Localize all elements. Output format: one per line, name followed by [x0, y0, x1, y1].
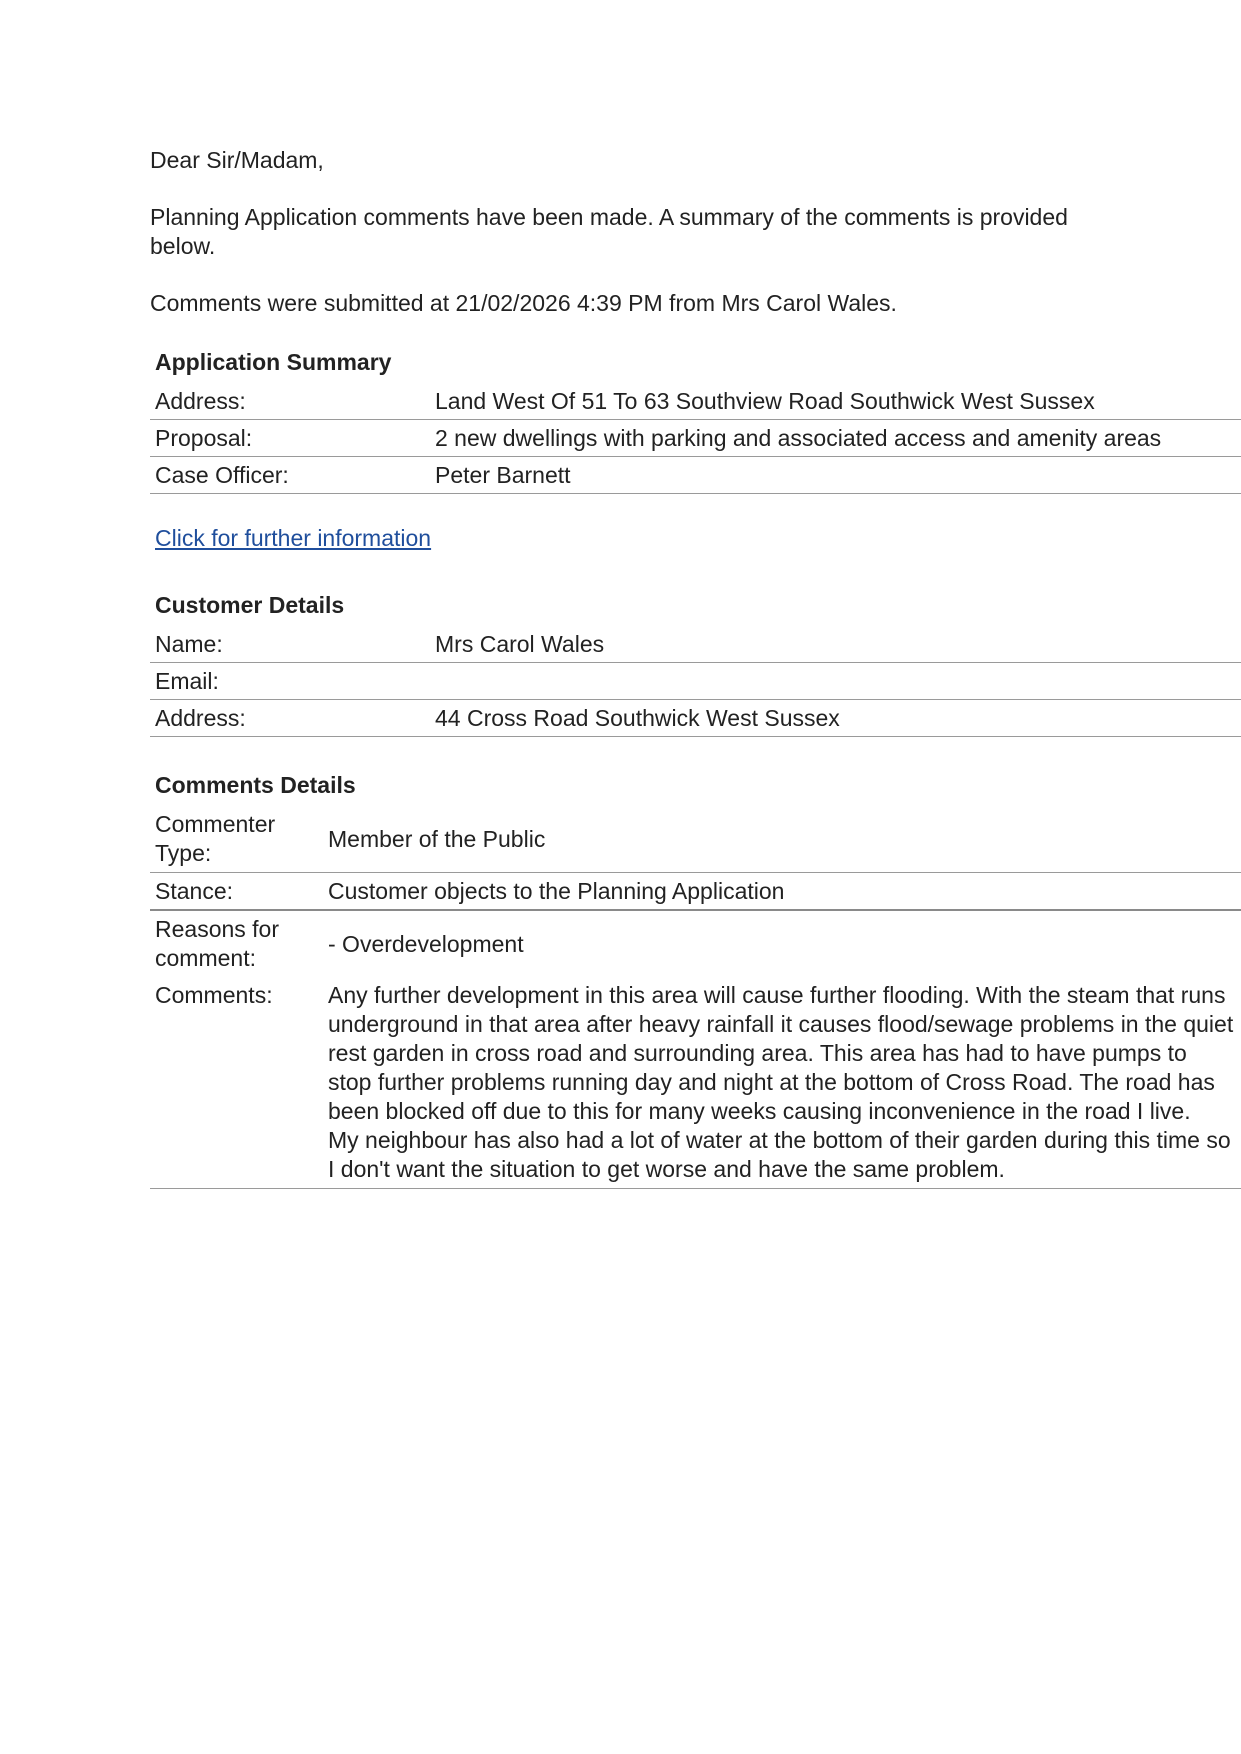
comments-label: Comments: [150, 977, 323, 1189]
table-row [150, 383, 1241, 420]
further-info-link[interactable]: Click for further information [155, 525, 432, 551]
customer-details-title: Customer Details [155, 592, 345, 618]
address-label: Address: [150, 383, 430, 420]
salutation: Dear Sir/Madam, [150, 147, 324, 173]
letter-page [150, 146, 1241, 1189]
customer-details-table [150, 626, 1241, 737]
customer-name-label: Name: [150, 626, 430, 663]
case-officer-label: Case Officer: [150, 457, 430, 494]
table-row [150, 700, 1241, 737]
proposal-label: Proposal: [150, 420, 430, 457]
comments-details-title: Comments Details [155, 772, 356, 798]
further-info-wrapper [155, 524, 1241, 553]
table-row [150, 420, 1241, 457]
customer-email-label: Email: [150, 663, 430, 700]
customer-address-label: Address: [150, 700, 430, 737]
customer-address-value: 44 Cross Road Southwick West Sussex [430, 700, 1241, 737]
stance-value: Customer objects to the Planning Application [323, 873, 1241, 911]
commenter-type-value: Member of the Public [323, 806, 1241, 873]
table-row [150, 457, 1241, 494]
case-officer-value: Peter Barnett [430, 457, 1241, 494]
application-summary-title: Application Summary [155, 349, 392, 375]
table-row [150, 806, 1241, 873]
proposal-value: 2 new dwellings with parking and associated access and amenity areas [430, 420, 1241, 457]
address-value: Land West Of 51 To 63 Southview Road Southwick West Sussex [430, 383, 1241, 420]
submitted-text: Comments were submitted at 21/02/2026 4:39 PM from Mrs Carol Wales. [150, 290, 897, 316]
reasons-label: Reasons for comment: [155, 916, 280, 971]
customer-name-value: Mrs Carol Wales [430, 626, 1241, 663]
table-row [150, 977, 1241, 1189]
table-row [150, 663, 1241, 700]
customer-email-value [430, 663, 1241, 700]
comments-details-table [150, 806, 1241, 1189]
table-row [150, 910, 1241, 977]
application-summary-table [150, 383, 1241, 494]
intro-text: Planning Application comments have been made. A summary of the comments is provided below. [150, 204, 1068, 259]
table-row [150, 873, 1241, 911]
table-row [150, 626, 1241, 663]
comments-value: Any further development in this area will cause further flooding. With the steam that runs underground in that area after heavy rainfall it causes flood/sewage problems in the quiet rest garden in cross road and surrounding area. This area has had to have pumps to stop further problems running day and night at the bottom of Cross Road. The road has been blocked off due to this for many weeks causing inconvenience in the road I live. My neighbour has also had a lot of water at the bottom of their garden during this time so I don't want the situation to get worse and have the same problem. [323, 977, 1241, 1189]
reasons-value: - Overdevelopment [328, 931, 524, 957]
stance-label: Stance: [150, 873, 323, 911]
commenter-type-label: Commenter Type: [150, 806, 323, 873]
